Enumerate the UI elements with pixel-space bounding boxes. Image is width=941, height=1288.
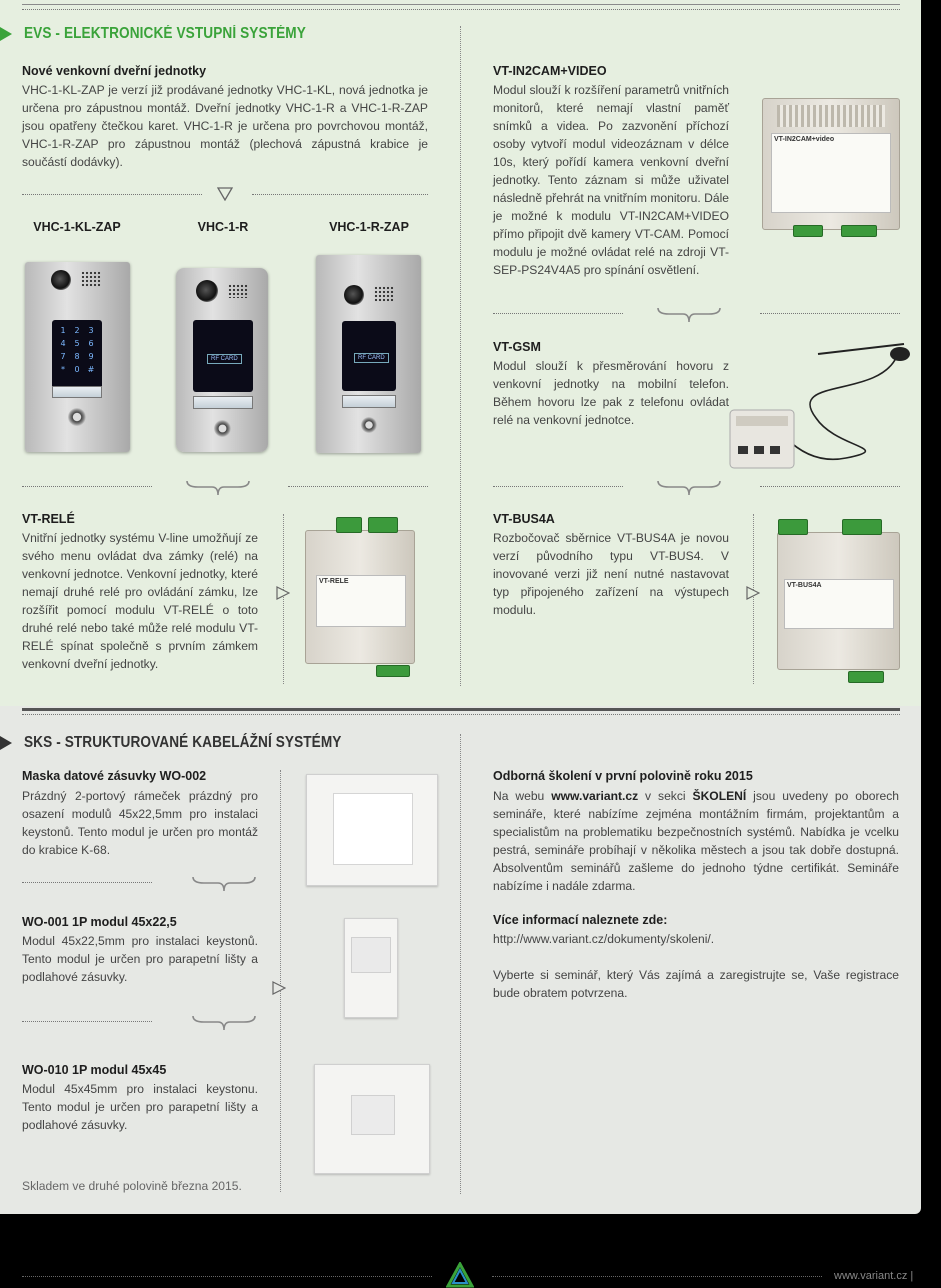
wo010-image bbox=[314, 1064, 430, 1174]
terminal-block bbox=[778, 519, 808, 535]
arrow-right-icon bbox=[746, 586, 760, 600]
column-divider bbox=[460, 734, 461, 1194]
section-marker-icon bbox=[0, 27, 12, 41]
vt-rele-text: Vnitřní jednotky systému V-line umožňují ze svého menu ovládat dva zámky (relé) na venkovní jednotce. Venkovní jednotky, které nemají druhé relé pro ovládání zámku, lze rozšířit pomocí modulu VT-RELÉ o toto druhé relé nebo také může relé modulu VT-RELÉ spínat společně s prvním zámkem venkovní dveřní jednotky. bbox=[22, 531, 258, 671]
section-marker-icon bbox=[0, 736, 12, 750]
top-rule bbox=[22, 4, 900, 5]
arrow-down-icon bbox=[217, 187, 233, 201]
training-text-c: jsou uvedeny po oborech semináře, které nabízíme zejména montážním firmám, projektantům a specialistům na problematiku bezpečnostních systémů. Nabídka je vcelku pestrá, semináře probíhají v několika městech a jsou tak dobře dostupná. Absolventům seminářů zašleme do jednoho týdne certifikát. Semináře nabízíme i nadále zdarma. bbox=[493, 789, 899, 893]
keypad-key: 4 bbox=[60, 339, 66, 348]
dotted-rule bbox=[22, 882, 152, 883]
evs-section-title: EVS - ELEKTRONICKÉ VSTUPNÍ SYSTÉMY bbox=[24, 25, 306, 42]
column-divider bbox=[460, 26, 461, 686]
door-unit-vhc-1-r bbox=[176, 268, 268, 452]
more-info-heading: Více informací naleznete zde: bbox=[493, 913, 668, 927]
keypad-key: 2 bbox=[74, 326, 80, 335]
keypad-key: 8 bbox=[74, 352, 80, 361]
dotted-rule bbox=[760, 313, 900, 314]
rf-card-icon: RF CARD bbox=[354, 353, 389, 363]
top-dotted-rule bbox=[22, 9, 900, 10]
sks-section-title: SKS - STRUKTUROVANÉ KABELÁŽNÍ SYSTÉMY bbox=[24, 734, 342, 751]
device-label: VT-IN2CAM+video bbox=[771, 133, 891, 213]
brace-icon bbox=[657, 478, 721, 496]
vt-rele-heading: VT-RELÉ bbox=[22, 512, 75, 526]
card-reader-screen bbox=[342, 321, 396, 391]
vent-grille bbox=[777, 105, 885, 127]
terminal-block bbox=[841, 225, 877, 237]
brace-icon bbox=[192, 1013, 256, 1031]
rf-card-icon: RF CARD bbox=[207, 354, 242, 364]
wo001-image bbox=[344, 918, 398, 1018]
brace-icon bbox=[192, 874, 256, 892]
terminal-block bbox=[793, 225, 823, 237]
vt-in2cam-text: Modul slouží k rozšíření parametrů vnitřních monitorů, které nemají vlastní paměť snímků a videa. Po zazvonění příchozí osoby vytvoří modul videozáznam v délce 10s, který pořídí kamera venkovní dveřní jednotky. Tento záznam si může uživatel následně přehrát na vnitřním monitoru. Dále je možné k modulu VT-IN2CAM+VIDEO přímo připojit dvě kamery VT-CAM. Pomocí modulu je možné ovládat relé na zdroji VT-SEP-PS24V4A5 pro spínání osvětlení. bbox=[493, 83, 729, 277]
arrow-right-icon bbox=[276, 586, 290, 600]
camera-icon bbox=[51, 270, 71, 290]
stock-note: Skladem ve druhé polovině března 2015. bbox=[22, 1179, 242, 1193]
keypad-key: 6 bbox=[88, 339, 94, 348]
training-closing: Vyberte si seminář, který Vás zajímá a zaregistrujte se, Vaše registrace bude obratem potvrzena. bbox=[493, 968, 899, 1000]
terminal-block bbox=[336, 517, 362, 533]
terminal-block bbox=[368, 517, 398, 533]
footer-dotted-rule bbox=[492, 1276, 822, 1277]
keystone-slot bbox=[351, 937, 391, 973]
wo002-image bbox=[306, 774, 438, 886]
door-units-heading: Nové venkovní dveřní jednotky bbox=[22, 64, 207, 78]
vt-bus4a-heading: VT-BUS4A bbox=[493, 512, 555, 526]
name-tag bbox=[193, 396, 253, 409]
footer-dotted-rule bbox=[22, 1276, 432, 1277]
dotted-rule bbox=[493, 486, 623, 487]
wo002-heading: Maska datové zásuvky WO-002 bbox=[22, 769, 207, 783]
label-vhc-1-r-zap: VHC-1-R-ZAP bbox=[329, 220, 409, 234]
vt-in2cam-heading: VT-IN2CAM+VIDEO bbox=[493, 64, 607, 78]
call-button-icon bbox=[361, 417, 377, 433]
dotted-rule bbox=[22, 194, 202, 195]
keypad-key: 5 bbox=[74, 339, 80, 348]
keypad-key: # bbox=[87, 365, 95, 374]
keypad-key: * bbox=[61, 365, 65, 374]
dotted-rule bbox=[22, 486, 152, 487]
section-dotted-rule bbox=[22, 714, 900, 715]
training-text-b: v sekci bbox=[638, 789, 693, 803]
vt-gsm-device-image bbox=[726, 338, 912, 474]
wo010-text: Modul 45x45mm pro instalaci keystonu. Tento modul je určen pro parapetní lišty a podlahové zásuvky. bbox=[22, 1082, 258, 1132]
website-link[interactable]: www.variant.cz bbox=[551, 789, 639, 803]
camera-icon bbox=[344, 285, 364, 305]
door-unit-vhc-1-r-zap bbox=[316, 255, 421, 453]
wo002-text: Prázdný 2-portový rámeček prázdný pro osazení modulů 45x22,5mm pro instalaci keystonů. Tento modul je určen pro montáž do krabice K-68. bbox=[22, 789, 258, 857]
training-text bbox=[493, 787, 899, 895]
door-units-text: VHC-1-KL-ZAP je verzí již prodávané jednotky VHC-1-KL, nová jednotka je určena pro zápustnou montáž. Dveřní jednotky VHC-1-R a VHC-1-R-ZAP jsou opatřeny čtečkou karet. VHC-1-R je určena pro povrchovou montáž, VHC-1-R-ZAP pro zápustnou montáž (plechová zápustná krabice je součástí dodávky). bbox=[22, 83, 428, 169]
terminal-block bbox=[376, 665, 410, 677]
speaker-grill bbox=[228, 284, 248, 298]
training-heading: Odborná školení v první polovině roku 2015 bbox=[493, 769, 753, 783]
terminal-block bbox=[848, 671, 884, 683]
keypad-key: 1 bbox=[60, 326, 66, 335]
call-button-icon bbox=[68, 408, 86, 426]
speaker-grill bbox=[374, 286, 394, 302]
dotted-rule bbox=[252, 194, 428, 195]
terminal-block bbox=[842, 519, 882, 535]
speaker-grill bbox=[81, 271, 101, 287]
call-button-icon bbox=[214, 420, 231, 437]
keypad-key: 7 bbox=[60, 352, 66, 361]
label-vhc-1-r: VHC-1-R bbox=[197, 220, 249, 234]
training-section-name: ŠKOLENÍ bbox=[692, 789, 747, 803]
wo001-heading: WO-001 1P modul 45x22,5 bbox=[22, 915, 177, 929]
dotted-rule bbox=[493, 313, 623, 314]
keystone-slot bbox=[351, 1095, 395, 1135]
arrow-right-icon bbox=[272, 981, 286, 995]
variant-logo-icon bbox=[446, 1262, 474, 1288]
name-tag bbox=[52, 386, 102, 398]
footer-url[interactable]: www.variant.cz | bbox=[834, 1270, 914, 1282]
vt-bus4a-text: Rozbočovač sběrnice VT-BUS4A je novou verzí původního typu VT-BUS4. V inovované verzi již není nutné nastavovat typ připojeného zařízení na výstupech modulu. bbox=[493, 531, 729, 617]
dotted-rule bbox=[22, 1021, 152, 1022]
vt-gsm-heading: VT-GSM bbox=[493, 340, 541, 354]
label-vhc-1-kl-zap: VHC-1-KL-ZAP bbox=[33, 220, 121, 234]
vt-in2cam-device-image bbox=[762, 98, 900, 230]
keypad-key: 0 bbox=[74, 365, 80, 374]
keypad-key: 3 bbox=[88, 326, 94, 335]
vt-gsm-text: Modul slouží k přesměrování hovoru z venkovní jednotky na mobilní telefon. Během hovoru lze pak z telefonu ovládat relé na venkovní jednotce. bbox=[493, 359, 729, 427]
faceplate-opening bbox=[333, 793, 413, 865]
vt-rele-device-image bbox=[305, 530, 415, 664]
brace-icon bbox=[186, 478, 250, 496]
brace-icon bbox=[657, 305, 721, 323]
camera-icon bbox=[196, 280, 218, 302]
training-link[interactable]: http://www.variant.cz/dokumenty/skoleni/. bbox=[493, 932, 715, 946]
dotted-rule bbox=[760, 486, 900, 487]
section-rule bbox=[22, 708, 900, 711]
training-text-a: Na webu bbox=[493, 789, 552, 803]
dotted-rule bbox=[288, 486, 428, 487]
vt-bus4a-device-image bbox=[777, 532, 900, 670]
name-tag bbox=[342, 395, 396, 408]
door-unit-vhc-1-kl-zap bbox=[25, 262, 130, 452]
wo001-text: Modul 45x22,5mm pro instalaci keystonů. Tento modul je určen pro parapetní lišty a podlahové zásuvky. bbox=[22, 934, 258, 984]
wo010-heading: WO-010 1P modul 45x45 bbox=[22, 1063, 167, 1077]
keypad bbox=[56, 326, 98, 374]
card-reader-screen bbox=[193, 320, 253, 392]
device-label: VT-BUS4A bbox=[784, 579, 894, 629]
keypad-key: 9 bbox=[88, 352, 94, 361]
device-label: VT-RELE bbox=[316, 575, 406, 627]
